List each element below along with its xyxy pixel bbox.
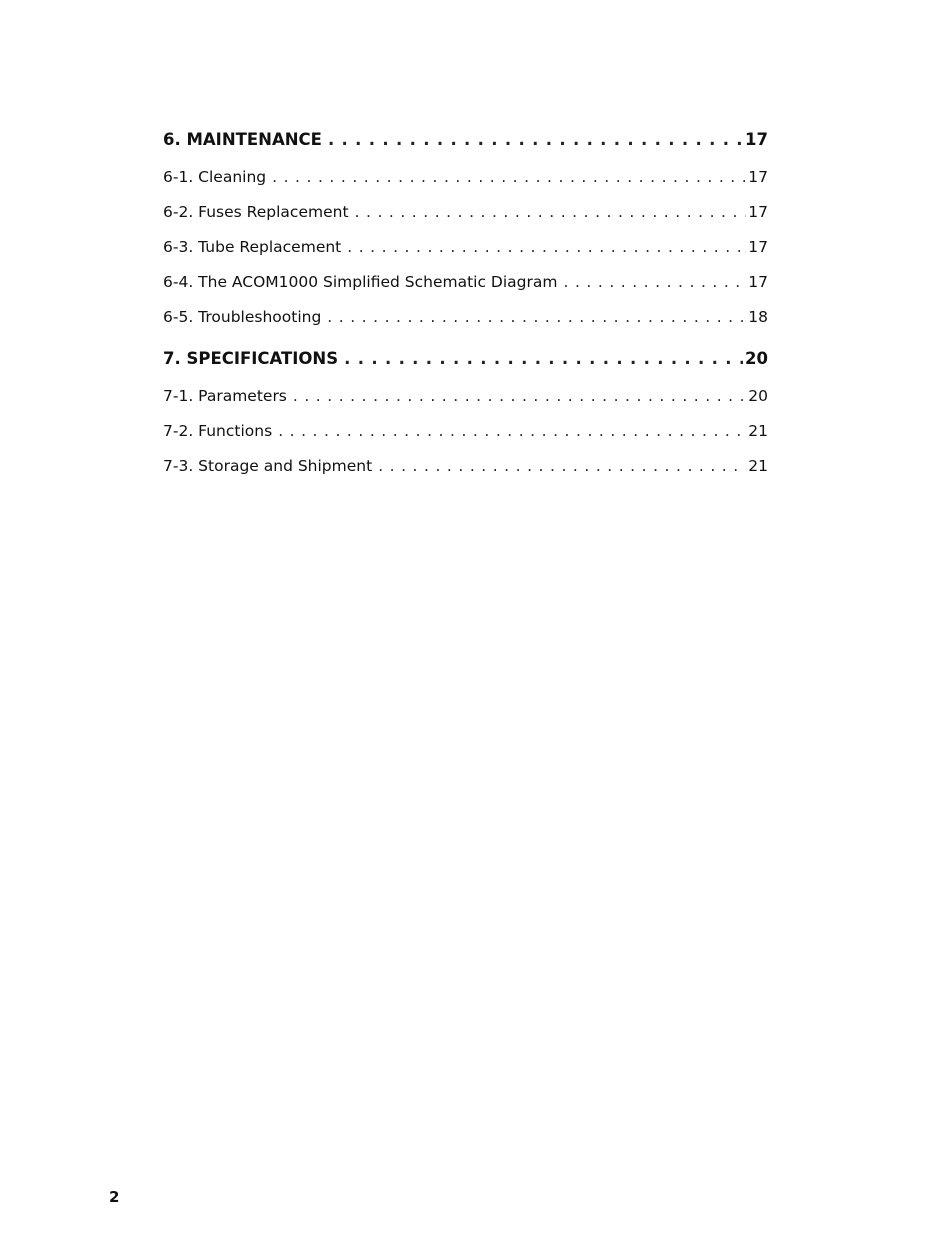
- toc-entry[interactable]: [163, 270, 768, 305]
- toc-entry-page: 17: [748, 203, 768, 221]
- toc-heading-page: 17: [745, 130, 768, 149]
- toc-entry[interactable]: [163, 305, 768, 340]
- dot-leader: [272, 165, 746, 189]
- toc-heading[interactable]: [163, 128, 768, 165]
- dot-leader: [344, 347, 743, 371]
- toc-entry[interactable]: [163, 454, 768, 489]
- toc-entry-page: 21: [748, 422, 768, 440]
- toc-entry-title: 6-4. The ACOM1000 Simplified Schematic Diagram: [163, 273, 558, 291]
- dot-leader: [328, 128, 743, 152]
- dot-leader: [347, 235, 746, 259]
- toc-entry[interactable]: [163, 200, 768, 235]
- dot-leader: [278, 419, 746, 443]
- page-number: 2: [109, 1188, 120, 1206]
- toc-section-specifications: [163, 347, 768, 489]
- toc-entry-title: 6-5. Troubleshooting: [163, 308, 322, 326]
- toc-heading-page: 20: [745, 349, 768, 368]
- toc-heading-title: 7. SPECIFICATIONS: [163, 349, 339, 368]
- toc-entry-page: 17: [748, 168, 768, 186]
- dot-leader: [327, 305, 746, 329]
- toc-entry-title: 7-3. Storage and Shipment: [163, 457, 373, 475]
- toc-entry-page: 21: [748, 457, 768, 475]
- toc-heading[interactable]: [163, 347, 768, 384]
- toc-entry-title: 6-1. Cleaning: [163, 168, 267, 186]
- dot-leader: [293, 384, 746, 408]
- toc-entry-page: 20: [748, 387, 768, 405]
- dot-leader: [564, 270, 747, 294]
- toc-entry-page: 18: [748, 308, 768, 326]
- toc-entry-page: 17: [748, 238, 768, 256]
- toc-entry-title: 7-1. Parameters: [163, 387, 287, 405]
- toc-entry[interactable]: [163, 235, 768, 270]
- toc-entry-title: 7-2. Functions: [163, 422, 273, 440]
- toc-entry[interactable]: [163, 165, 768, 200]
- toc-entry-title: 6-2. Fuses Replacement: [163, 203, 349, 221]
- dot-leader: [355, 200, 747, 224]
- toc-heading-title: 6. MAINTENANCE: [163, 130, 322, 149]
- dot-leader: [378, 454, 746, 478]
- toc-entry[interactable]: [163, 419, 768, 454]
- toc-entry-title: 6-3. Tube Replacement: [163, 238, 342, 256]
- toc-entry-page: 17: [748, 273, 768, 291]
- toc-section-maintenance: [163, 128, 768, 340]
- table-of-contents: [163, 128, 768, 489]
- toc-entry[interactable]: [163, 384, 768, 419]
